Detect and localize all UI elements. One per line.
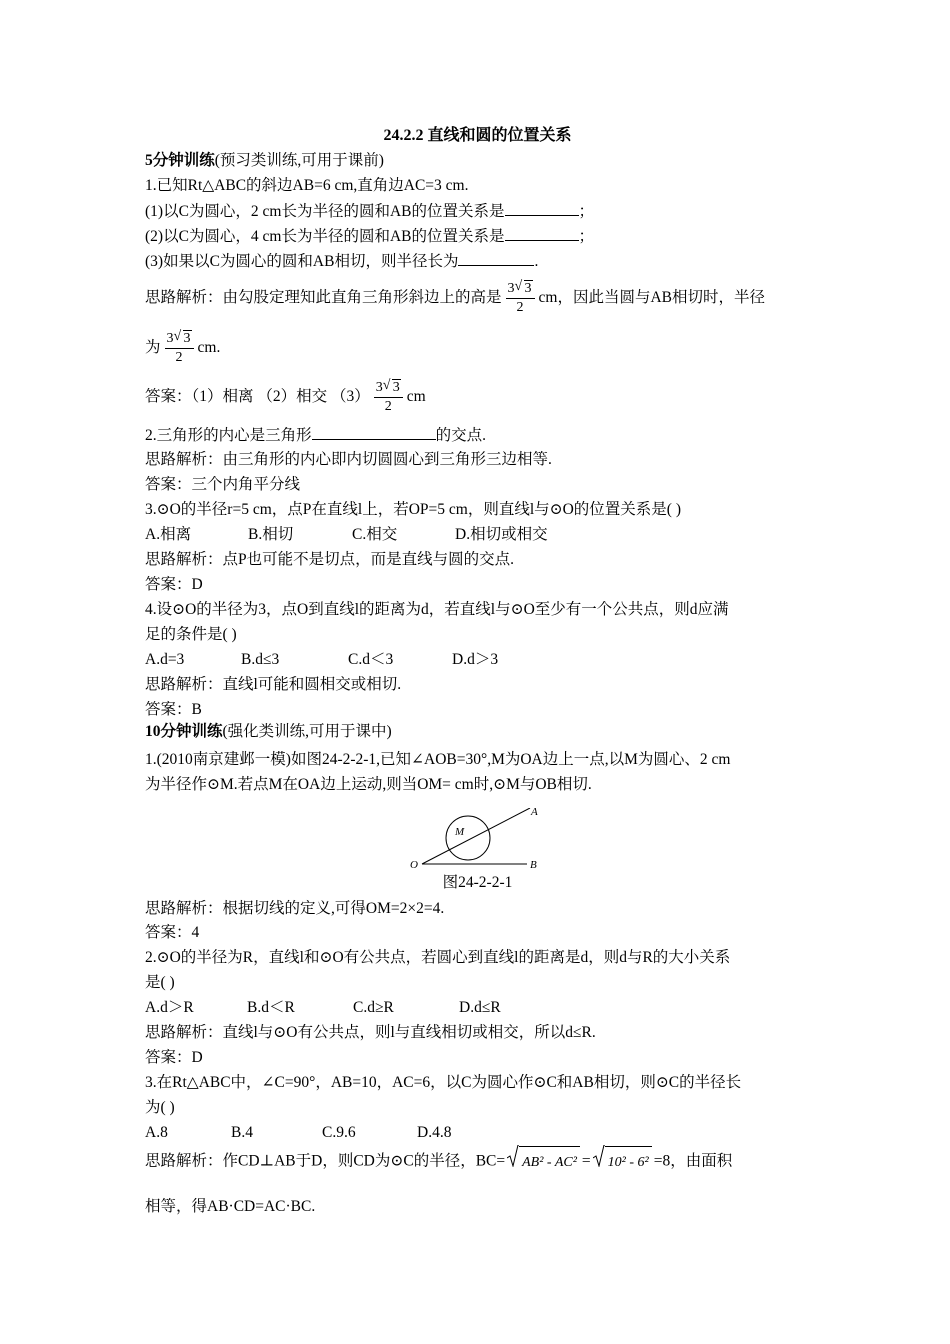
label-a: A [531,808,538,818]
option-c: C.d＜3 [348,651,394,668]
q4-answer: 答案：B [145,701,202,718]
q1-analysis-text-b: cm，因此当圆与AB相切时，半径 [538,289,765,306]
s2-q3-stem-line2: 为( ) [145,1099,175,1116]
q4-stem-line2: 足的条件是( ) [145,626,237,643]
frac-coef: 3 [375,379,383,395]
q2-stem-b: 的交点. [435,427,487,444]
option-c: C.相交 [352,526,398,543]
radical-10-6 [593,1146,652,1178]
s2-q1-answer: 答案：4 [145,924,200,941]
radical-ab-ac [507,1146,580,1178]
option-d: D.4.8 [417,1124,452,1141]
fraction-3sqrt3-over-2: 3 √ 3 2 [374,379,403,416]
equals-sign: = [581,1152,591,1170]
s2-q3-stem-line1: 3.在Rt△ABC中，∠C=90°，AB=10，AC=6，以C为圆心作⊙C和AB相切，则⊙C的半径长 [145,1074,742,1091]
option-c: C.d≥R [353,999,394,1016]
option-a: A.d＞R [145,999,194,1016]
answer-blank [312,425,436,440]
option-d: D.d＞3 [452,651,499,668]
option-a: A.8 [145,1124,168,1141]
s2-q1-stem-line2: 为半径作⊙M.若点M在OA边上运动,则当OM= cm时,⊙M与OB相切. [145,776,592,793]
s2-q3-options [145,1123,451,1143]
answer-blank [505,226,579,241]
q2-analysis: 思路解析：由三角形的内心即内切圆圆心到三角形三边相等. [145,451,552,468]
option-a: A.相离 [145,526,192,543]
s2-q2-answer: 答案：D [145,1049,203,1066]
q1-part3 [145,251,538,272]
ray-oa [422,808,530,864]
answer-blank [458,251,534,266]
circle-m [446,816,490,860]
figure-caption: 图24-2-2-1 [442,874,513,891]
option-a: A.d=3 [145,651,185,668]
q2-stem-a: 2.三角形的内心是三角形 [145,427,312,444]
q1-stem: 1.已知Rt△ABC的斜边AB=6 cm,直角边AC=3 cm. [145,177,469,194]
section-heading-bold: 10分钟训练 [145,723,223,740]
frac-radicand: 3 [524,280,532,296]
s2-q3-analysis-text: 思路解析：作CD⊥AB于D，则CD为⊙C的半径，BC= [145,1152,506,1170]
option-b: B.d＜R [247,999,295,1016]
q1-answer-unit: cm [406,388,426,405]
q1-analysis-text-d: cm. [197,339,221,356]
answer-blank [505,201,579,216]
option-b: B.4 [231,1124,253,1141]
q1-part2 [145,226,594,247]
section-heading-note: (预习类训练,可用于课前) [214,152,384,169]
figure-svg [407,808,542,870]
s2-q2-stem-line1: 2.⊙O的半径为R，直线l和⊙O有公共点，若圆心到直线l的距离是d，则d与R的大小关系 [145,949,731,966]
section-heading-bold: 5分钟训练 [145,152,215,169]
q4-options [145,650,498,670]
q3-options [145,525,548,545]
label-o: O [410,859,418,870]
s2-q1-analysis: 思路解析：根据切线的定义,可得OM=2×2=4. [145,900,445,917]
q3-analysis: 思路解析：点P也可能不是切点，而是直线与圆的交点. [145,551,514,568]
option-b: B.相切 [248,526,294,543]
s2-q3-analysis-line1 [145,1146,732,1178]
q1-part1 [145,201,594,222]
s2-q2-analysis: 思路解析：直线l与⊙O有公共点，则l与直线相切或相交，所以d≤R. [145,1024,596,1041]
frac-radicand: 3 [183,330,191,346]
frac-radicand: 3 [392,379,400,395]
q1-analysis-line1 [145,278,765,318]
q3-answer: 答案：D [145,576,203,593]
label-m: M [455,826,465,838]
section-heading-note: (强化类训练,可用于课中) [222,723,392,740]
q2-answer: 答案：三个内角平分线 [145,476,301,493]
frac-denominator: 2 [384,398,392,414]
radical-sign [593,1145,605,1167]
q4-stem-line1: 4.设⊙O的半径为3，点O到直线l的距离为d，若直线l与⊙O至少有一个公共点，则d应满 [145,601,729,618]
q2-stem [145,425,486,446]
option-c: C.9.6 [322,1124,356,1141]
q1-part2-text: (2)以C为圆心，4 cm长为半径的圆和AB的位置关系是 [145,228,505,245]
option-d: D.d≤R [459,999,501,1016]
option-b: B.d≤3 [241,651,280,668]
q1-analysis-text: 思路解析：由勾股定理知此直角三角形斜边上的高是 [145,289,502,306]
fraction-3sqrt3-over-2: 3 √ 3 2 [165,330,194,367]
q1-part1-text: (1)以C为圆心，2 cm长为半径的圆和AB的位置关系是 [145,203,505,220]
s2-q2-options [145,998,501,1018]
frac-coef: 3 [507,280,515,296]
radicand-ab-ac: AB² - AC² [519,1146,580,1178]
q1-analysis-text-c: 为 [145,339,161,356]
radical-sign [507,1145,519,1167]
q1-answer [145,377,426,417]
radicand-10-6: 10² - 6² [605,1146,652,1178]
q4-analysis: 思路解析：直线l可能和圆相交或相切. [145,676,402,693]
q1-part3-dot: . [534,253,539,270]
s2-q3-analysis-text-b: =8，由面积 [653,1152,733,1170]
section-heading-5min [145,151,384,171]
section-heading-10min [145,722,392,742]
q1-answer-text: 答案：（1）相离 （2）相交 （3） [145,388,370,405]
s2-q1-stem-line1: 1.(2010南京建邺一模)如图24-2-2-1,已知∠AOB=30°,M为OA边上一点,以M为圆心、2 cm [145,751,731,768]
frac-denominator: 2 [516,299,524,315]
figure-circle-tangent [407,808,542,875]
frac-coef: 3 [166,330,174,346]
q3-stem: 3.⊙O的半径r=5 cm，点P在直线l上，若OP=5 cm，则直线l与⊙O的位置关系是( ) [145,501,682,518]
q1-part3-text: (3)如果以C为圆心的圆和AB相切，则半径长为 [145,253,459,270]
q1-part2-semi: ； [578,228,595,245]
q1-part1-semi: ； [578,203,595,220]
q1-analysis-line2 [145,328,220,368]
page-title: 24.2.2 直线和圆的位置关系 [383,127,572,144]
s2-q2-stem-line2: 是( ) [145,974,175,991]
option-d: D.相切或相交 [455,526,548,543]
frac-denominator: 2 [175,349,183,365]
label-b: B [530,859,537,870]
s2-q3-analysis-line2: 相等，得AB·CD=AC·BC. [145,1198,316,1215]
fraction-3sqrt3-over-2: 3 √ 3 2 [506,280,535,317]
